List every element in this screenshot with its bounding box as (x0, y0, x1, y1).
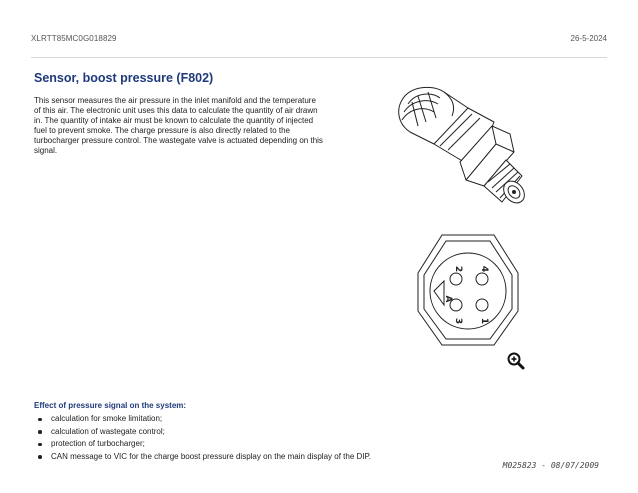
list-item: CAN message to VIC for the charge boost pressure display on the main display of the DIP. (34, 451, 371, 464)
document-id: XLRTT85MC0G018829 (31, 34, 117, 43)
list-item: calculation for smoke limitation; (34, 413, 371, 426)
list-item: calculation of wastegate control; (34, 426, 371, 439)
section-description: This sensor measures the air pressure in the inlet manifold and the temperature of this air. The electronic unit uses this data to calculate the quantity of air drawn in. The quantity of intake air must be known to calculate the quantity of injected fuel to prevent smoke. The charge pressure is also directly related to the turbocharger pressure control. The wastegate valve is actuated depending on this signal. (34, 96, 323, 155)
header-divider (31, 57, 607, 58)
zoom-in-icon (506, 351, 526, 371)
connector-key-label: A (443, 295, 453, 303)
pin-4-label: 4 (479, 265, 489, 273)
list-item: protection of turbocharger; (34, 438, 371, 451)
effects-heading: Effect of pressure signal on the system: (34, 401, 187, 410)
section-title: Sensor, boost pressure (F802) (34, 71, 214, 85)
figure-reference: M025823 - 08/07/2009 (502, 461, 599, 470)
effects-list (34, 413, 371, 463)
pin-3-label: 3 (453, 317, 463, 325)
pin-2-label: 2 (453, 265, 463, 273)
pin-1-label: 1 (479, 317, 489, 325)
document-date: 26-5-2024 (570, 34, 607, 43)
zoom-in-button[interactable] (506, 351, 526, 371)
boost-pressure-sensor-illustration (388, 82, 538, 217)
connector-pinout-diagram (414, 229, 522, 351)
